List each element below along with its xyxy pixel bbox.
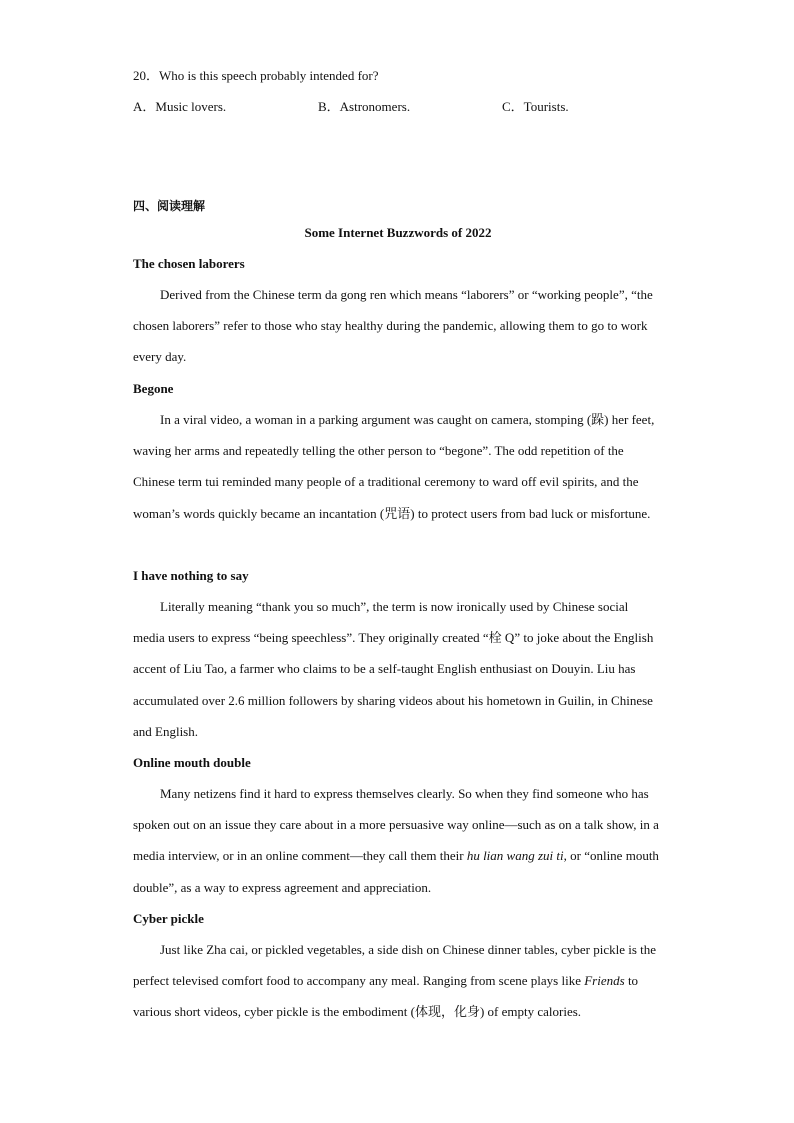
item-body-cyber-pickle bbox=[133, 934, 663, 1028]
item-heading-nothing-to-say: I have nothing to say bbox=[133, 568, 249, 583]
body-text: Many netizens find it hard to express themselves clearly. So when they find someone who has spoken out on an issue they care about in a more persuasive way online—such as on a talk show, in a media interview, or in an online comment—they call them their bbox=[133, 786, 659, 864]
section-heading: 四、阅读理解 bbox=[133, 199, 206, 213]
item-body-online-mouth-double bbox=[133, 778, 663, 903]
answer-options bbox=[133, 98, 663, 116]
option-c[interactable]: C．Tourists. bbox=[502, 99, 569, 114]
question-stem: 20．Who is this speech probably intended for? bbox=[133, 68, 379, 83]
item-heading-begone: Begone bbox=[133, 381, 174, 396]
item-heading-cyber-pickle: Cyber pickle bbox=[133, 911, 204, 926]
article-title: Some Internet Buzzwords of 2022 bbox=[304, 225, 492, 240]
body-text: Just like Zha cai, or pickled vegetables, a side dish on Chinese dinner tables, cyber pickle is the perfect televised comfort food to accompany any meal. Ranging from scene plays like bbox=[133, 942, 657, 989]
option-b[interactable]: B．Astronomers. bbox=[318, 99, 411, 114]
option-a[interactable]: A．Music lovers. bbox=[133, 99, 227, 114]
item-heading-online-mouth-double: Online mouth double bbox=[133, 755, 251, 770]
item-heading-chosen-laborers: The chosen laborers bbox=[133, 256, 245, 271]
italic-term: hu lian wang zui ti bbox=[466, 848, 564, 864]
item-body-nothing-to-say: Literally meaning “thank you so much”, the term is now ironically used by Chinese social media users to express “being speechless”. They originally created “栓 Q” to joke about the English accent of Liu Tao, a farmer who claims to be a self-taught English enthusiast on Douyin. Liu has accumulated over 2.6 million followers by sharing videos about his hometown in Guilin, in Chinese and English. bbox=[133, 599, 654, 739]
item-body-chosen-laborers: Derived from the Chinese term da gong ren which means “laborers” or “working people”, “the chosen laborers” refer to those who stay healthy during the pandemic, allowing them to go to work every day. bbox=[133, 287, 653, 365]
item-body-begone: In a viral video, a woman in a parking argument was caught on camera, stomping (跺) her feet, waving her arms and repeatedly telling the other person to “begone”. The odd repetition of the Chinese term tui reminded many people of a traditional ceremony to ward off evil spirits, and the woman’s words quickly became an incantation (咒语) to protect users from bad luck or misfortune. bbox=[133, 412, 655, 521]
body-text: , or “online mouth double”, as a way to express agreement and appreciation. bbox=[133, 848, 659, 895]
body-text: to various short videos, cyber pickle is the embodiment (体现，化身) of empty calories. bbox=[133, 973, 639, 1020]
italic-title: Friends bbox=[584, 973, 625, 989]
